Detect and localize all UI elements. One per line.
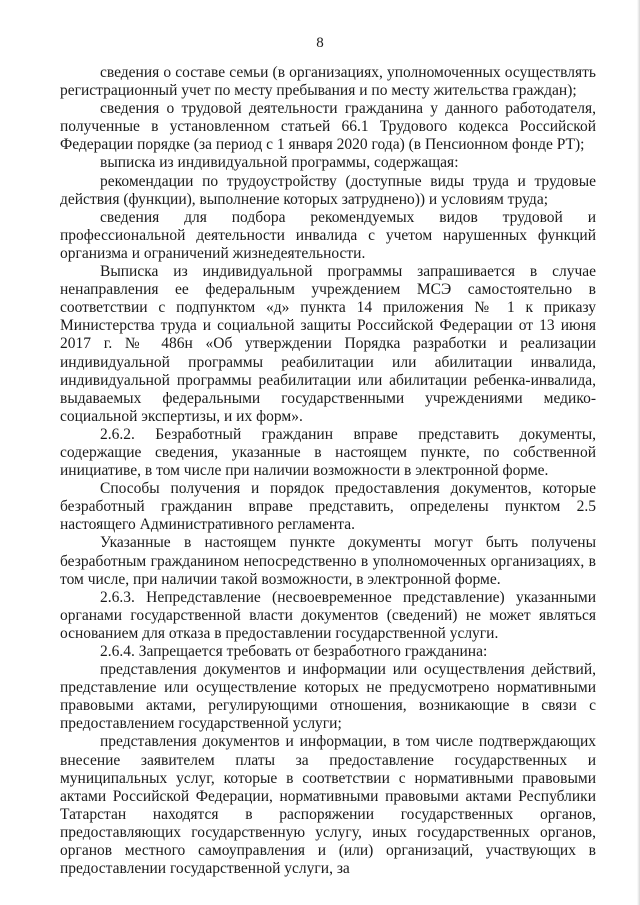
paragraph: рекомендации по трудоустройству (доступные виды труда и трудовые действия (функции), выполнение которых затруднено)) и условиям труда; xyxy=(60,172,596,208)
paragraph: выписка из индивидуальной программы, содержащая: xyxy=(100,154,459,172)
paragraph: 2.6.2. Безработный гражданин вправе представить документы, содержащие сведения, указанные в настоящем пункте, по собственной инициативе, в том числе при наличии возможности в электронной форме. xyxy=(60,425,596,480)
paragraph: представления документов и информации, в том числе подтверждающих внесение заявителем платы за предоставление государственных и муниципальных услуг, которые в соответствии с нормативными правовыми актами Российской Федерации, нормативными правовыми актами Республики Татарстан находятся в распоряжении государственных органов, предоставляющих государственную услугу, иных государственных органов, органов местного самоуправления и (или) организаций, участвующих в предоставлении государственной услуги, за xyxy=(60,733,596,878)
paragraph: сведения о составе семьи (в организациях, уполномоченных осуществлять регистрационный учет по месту пребывания и по месту жительства граждан); xyxy=(60,64,596,100)
paragraph: сведения о трудовой деятельности гражданина у данного работодателя, полученные в установленном статьей 66.1 Трудового кодекса Российской Федерации порядке (за период с 1 января 2020 года) (в Пенсионном фонде РТ); xyxy=(60,100,596,154)
paragraph: 2.6.3. Непредставление (несвоевременное представление) указанными органами государственной власти документов (сведений) не может являться основанием для отказа в предоставлении государственной услуги. xyxy=(60,588,596,642)
paragraph: Выписка из индивидуальной программы запрашивается в случае ненаправления ее федеральным учреждением МСЭ самостоятельно в соответствии с подпунктом «д» пункта 14 приложения № 1 к приказу Министерства труда и социальной защиты Российской Федерации от 13 июня 2017 г. № 486н «Об утверждении Порядка разработки и реализации индивидуальной программы реабилитации или абилитации инвалида, индивидуальной программы реабилитации или абилитации ребенка-инвалида, выдаваемых федеральными государственными учреждениями медико-социальной экспертизы, и их форм». xyxy=(60,263,596,425)
paragraph: 2.6.4. Запрещается требовать от безработного гражданина: xyxy=(100,643,488,660)
document-body xyxy=(60,64,596,878)
page-number: 8 xyxy=(316,35,324,51)
paragraph: представления документов и информации или осуществления действий, представление или осуществление которых не предусмотрено нормативными правовыми актами, регулирующими отношения, возникающие в связи с предоставлением государственной услуги; xyxy=(60,661,596,733)
paragraph: Указанные в настоящем пункте документы могут быть получены безработным гражданином непосредственно в уполномоченных организациях, в том числе, при наличии такой возможности, в электронной форме. xyxy=(60,534,596,588)
paragraph: сведения для подбора рекомендуемых видов трудовой и профессиональной деятельности инвалида с учетом нарушенных функций организма и ограничений жизнедеятельности. xyxy=(60,208,596,262)
paragraph: Способы получения и порядок предоставления документов, которые безработный гражданин вправе представить, определены пунктом 2.5 настоящего Административного регламента. xyxy=(60,480,596,534)
